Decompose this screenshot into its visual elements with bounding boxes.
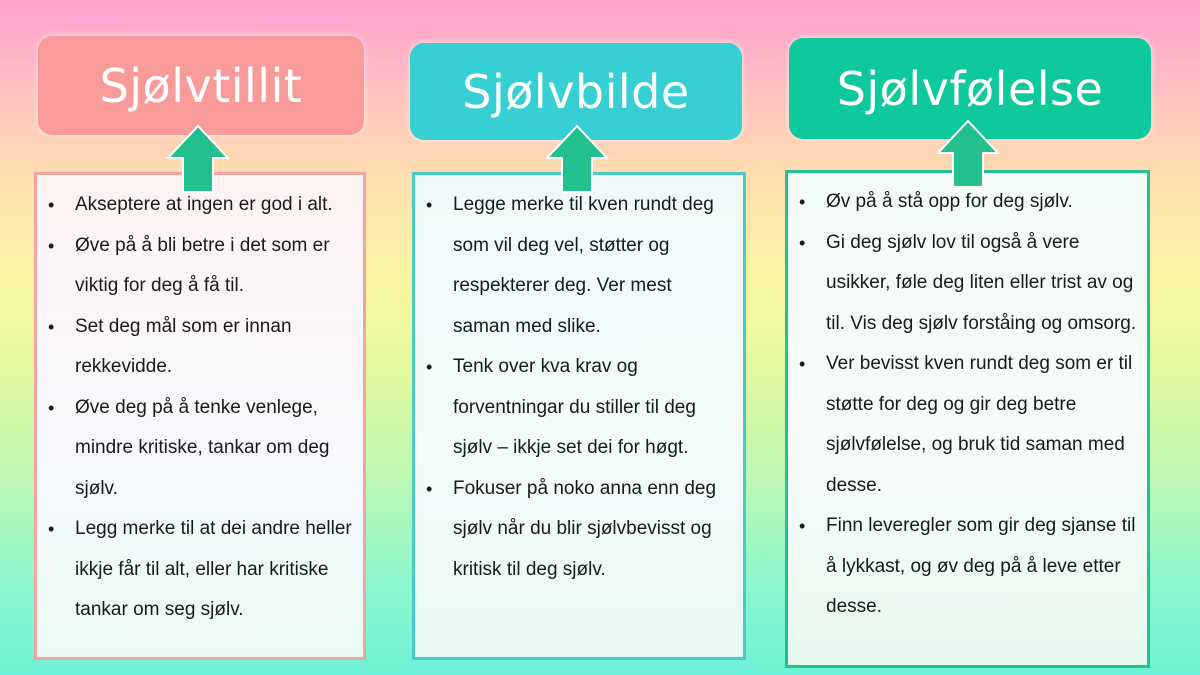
list-item: • Gi deg sjølv lov til også å vere usikker, føle deg liten eller trist av og til. Vis deg sjølv forståing og omsorg. — [826, 223, 1137, 345]
up-arrow-icon — [166, 124, 230, 194]
title-sjolvfolelse: Sjølvfølelse — [789, 38, 1151, 139]
list-item: • Øve på å bli betre i det som er viktig for deg å få til. — [75, 226, 353, 307]
title-sjolvtillit: Sjølvtillit — [38, 36, 364, 135]
list-item: • Finn leveregler som gir deg sjanse til å lykkast, og øv deg på å leve etter desse. — [826, 506, 1137, 628]
box-sjolvbilde — [412, 172, 746, 660]
list-item: • Akseptere at ingen er god i alt. — [75, 185, 353, 226]
box-sjolvfolelse — [785, 170, 1150, 668]
bullet-list — [425, 185, 733, 590]
up-arrow-icon — [545, 124, 609, 194]
list-item: • Fokuser på noko anna enn deg sjølv når du blir sjølvbevisst og kritisk til deg sjølv. — [453, 469, 733, 591]
title-sjolvbilde: Sjølvbilde — [410, 43, 742, 140]
bullet-list — [47, 185, 353, 631]
list-item: • Øve deg på å tenke venlege, mindre kritiske, tankar om deg sjølv. — [75, 388, 353, 510]
bullet-list — [798, 182, 1137, 628]
list-item: • Legg merke til at dei andre heller ikkje får til alt, eller har kritiske tankar om seg sjølv. — [75, 509, 353, 631]
up-arrow-icon — [936, 119, 1000, 189]
list-item: • Ver bevisst kven rundt deg som er til støtte for deg og gir deg betre sjølvfølelse, og bruk tid saman med desse. — [826, 344, 1137, 506]
list-item: • Set deg mål som er innan rekkevidde. — [75, 307, 353, 388]
list-item: • Øv på å stå opp for deg sjølv. — [826, 182, 1137, 223]
box-sjolvtillit — [34, 172, 366, 660]
list-item: • Tenk over kva krav og forventningar du stiller til deg sjølv – ikkje set dei for høgt. — [453, 347, 733, 469]
list-item: • Legge merke til kven rundt deg som vil deg vel, støtter og respekterer deg. Ver mest saman med slike. — [453, 185, 733, 347]
